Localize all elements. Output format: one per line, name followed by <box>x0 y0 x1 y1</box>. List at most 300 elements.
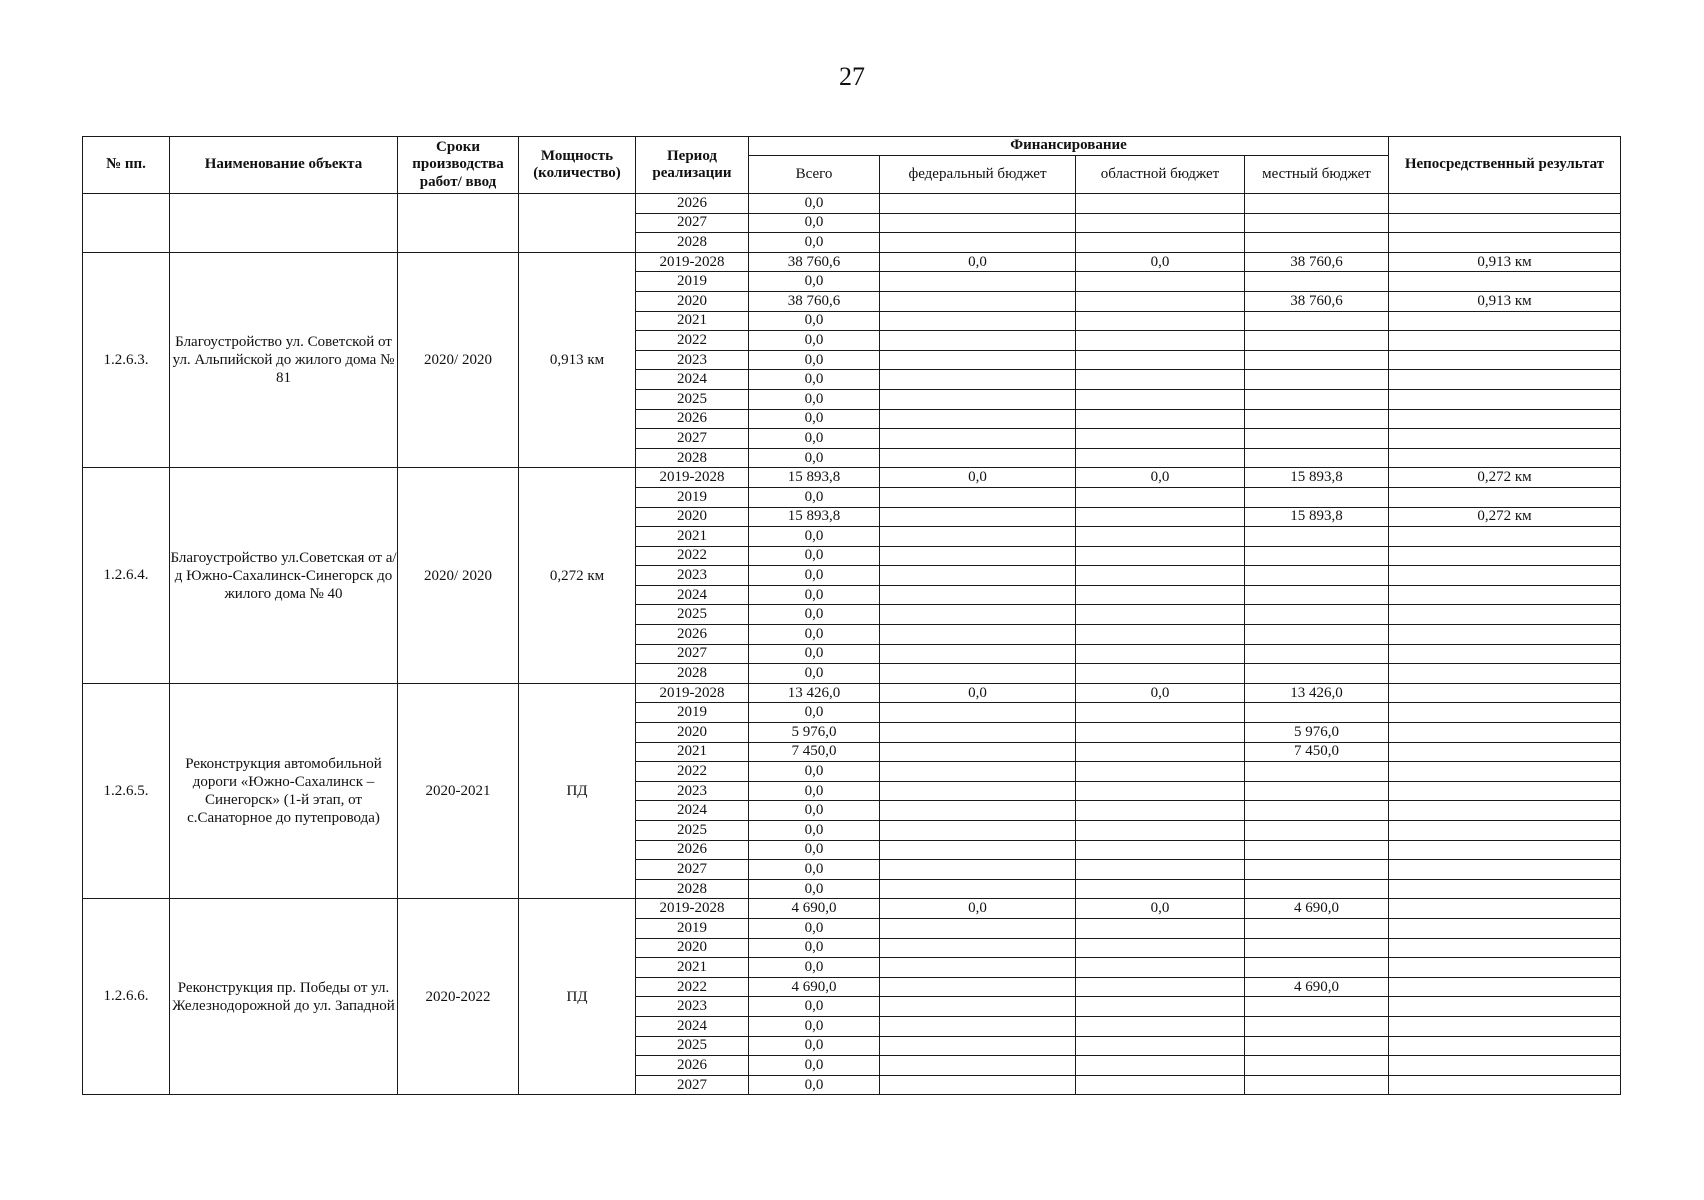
cell-total: 0,0 <box>749 213 880 233</box>
cell-result <box>1389 546 1621 566</box>
page-number: 27 <box>839 62 865 91</box>
cell-period: 2019-2028 <box>636 468 749 488</box>
cell-result <box>1389 1056 1621 1076</box>
cell-federal <box>880 723 1076 743</box>
cell-regional <box>1076 997 1245 1017</box>
cell-total: 0,0 <box>749 233 880 253</box>
cell-period: 2019-2028 <box>636 252 749 272</box>
cell-result <box>1389 762 1621 782</box>
cell-regional <box>1076 389 1245 409</box>
cell-period: 2027 <box>636 1075 749 1095</box>
cell-local: 38 760,6 <box>1245 252 1389 272</box>
cell-period: 2028 <box>636 879 749 899</box>
cell-local <box>1245 1075 1389 1095</box>
cell-federal <box>880 527 1076 547</box>
cell-total: 0,0 <box>749 487 880 507</box>
cell-local <box>1245 762 1389 782</box>
cell-regional <box>1076 291 1245 311</box>
cell-total: 0,0 <box>749 938 880 958</box>
cell-federal <box>880 370 1076 390</box>
cell-local: 15 893,8 <box>1245 507 1389 527</box>
cell-regional <box>1076 213 1245 233</box>
cell-result <box>1389 272 1621 292</box>
cell-period: 2019 <box>636 272 749 292</box>
cell-result <box>1389 1016 1621 1036</box>
cell-total: 13 426,0 <box>749 683 880 703</box>
cell-federal <box>880 860 1076 880</box>
cell-period: 2022 <box>636 546 749 566</box>
cell-total: 15 893,8 <box>749 507 880 527</box>
cell-period: 2025 <box>636 605 749 625</box>
cell-local <box>1245 272 1389 292</box>
cell-total: 0,0 <box>749 801 880 821</box>
cell-period: 2027 <box>636 860 749 880</box>
cell-local: 4 690,0 <box>1245 977 1389 997</box>
cell-total: 0,0 <box>749 194 880 214</box>
cell-regional <box>1076 585 1245 605</box>
cell-period: 2021 <box>636 311 749 331</box>
cell-federal <box>880 389 1076 409</box>
cell-period: 2024 <box>636 1016 749 1036</box>
cell-regional <box>1076 781 1245 801</box>
cell-period: 2028 <box>636 448 749 468</box>
cell-local <box>1245 487 1389 507</box>
header-power: Мощность (количество) <box>519 137 636 194</box>
cell-regional <box>1076 958 1245 978</box>
cell-federal <box>880 233 1076 253</box>
cell-regional <box>1076 605 1245 625</box>
header-regional: областной бюджет <box>1076 156 1245 194</box>
cell-period: 2019 <box>636 703 749 723</box>
object-name: Благоустройство ул. Советской от ул. Альпийской до жилого дома № 81 <box>170 252 398 468</box>
cell-result: 0,913 км <box>1389 291 1621 311</box>
cell-local <box>1245 585 1389 605</box>
cell-total: 0,0 <box>749 958 880 978</box>
cell-period: 2019 <box>636 487 749 507</box>
cell-result: 0,272 км <box>1389 507 1621 527</box>
cell-result <box>1389 194 1621 214</box>
cell-local <box>1245 331 1389 351</box>
cell-regional <box>1076 664 1245 684</box>
cell-result <box>1389 664 1621 684</box>
cell-total: 0,0 <box>749 1016 880 1036</box>
cell-local <box>1245 566 1389 586</box>
object-number: 1.2.6.4. <box>83 468 170 684</box>
cell-period: 2020 <box>636 291 749 311</box>
cell-regional <box>1076 546 1245 566</box>
cell-regional <box>1076 703 1245 723</box>
cell-regional <box>1076 625 1245 645</box>
cell-regional: 0,0 <box>1076 252 1245 272</box>
cell-local <box>1245 448 1389 468</box>
cell-period: 2020 <box>636 723 749 743</box>
cell-total: 0,0 <box>749 409 880 429</box>
cell-result <box>1389 801 1621 821</box>
cell-local: 38 760,6 <box>1245 291 1389 311</box>
work-term: 2020-2022 <box>398 899 519 1095</box>
cell-result <box>1389 331 1621 351</box>
cell-period: 2022 <box>636 762 749 782</box>
cell-period: 2027 <box>636 429 749 449</box>
cell-regional <box>1076 194 1245 214</box>
cell-result <box>1389 781 1621 801</box>
cell-local: 15 893,8 <box>1245 468 1389 488</box>
cell-local <box>1245 801 1389 821</box>
cell-federal <box>880 703 1076 723</box>
header-term: Сроки производства работ/ ввод <box>398 137 519 194</box>
cell-total: 0,0 <box>749 370 880 390</box>
cell-period: 2020 <box>636 938 749 958</box>
cell-total: 38 760,6 <box>749 252 880 272</box>
cell-result <box>1389 311 1621 331</box>
cell-result <box>1389 566 1621 586</box>
cell-local <box>1245 821 1389 841</box>
cell-local <box>1245 879 1389 899</box>
cell-period: 2028 <box>636 233 749 253</box>
table-row <box>83 194 1621 214</box>
cell-total: 0,0 <box>749 821 880 841</box>
cell-federal <box>880 840 1076 860</box>
cell-regional <box>1076 742 1245 762</box>
cell-period: 2025 <box>636 821 749 841</box>
cell-regional <box>1076 272 1245 292</box>
cell-local <box>1245 1036 1389 1056</box>
cell-local <box>1245 1016 1389 1036</box>
cell-total: 0,0 <box>749 664 880 684</box>
table-row <box>83 468 1621 488</box>
cell-local <box>1245 958 1389 978</box>
header-period: Период реализации <box>636 137 749 194</box>
cell-total: 0,0 <box>749 311 880 331</box>
cell-local <box>1245 429 1389 449</box>
cell-total: 7 450,0 <box>749 742 880 762</box>
cell-total: 0,0 <box>749 605 880 625</box>
cell-result: 0,913 км <box>1389 252 1621 272</box>
cell-period: 2019-2028 <box>636 683 749 703</box>
cell-result <box>1389 683 1621 703</box>
cell-local <box>1245 213 1389 233</box>
cell-regional <box>1076 1056 1245 1076</box>
object-number: 1.2.6.6. <box>83 899 170 1095</box>
cell-regional <box>1076 977 1245 997</box>
cell-local <box>1245 664 1389 684</box>
cell-total: 4 690,0 <box>749 977 880 997</box>
cell-result <box>1389 860 1621 880</box>
cell-federal <box>880 664 1076 684</box>
cell-total: 0,0 <box>749 566 880 586</box>
cell-total: 0,0 <box>749 625 880 645</box>
cell-total: 0,0 <box>749 389 880 409</box>
cell-local <box>1245 527 1389 547</box>
cell-period: 2025 <box>636 1036 749 1056</box>
cell-result <box>1389 625 1621 645</box>
cell-local <box>1245 370 1389 390</box>
cell-local <box>1245 546 1389 566</box>
cell-result <box>1389 409 1621 429</box>
cell-total: 0,0 <box>749 997 880 1017</box>
cell-period: 2024 <box>636 585 749 605</box>
work-term <box>398 194 519 253</box>
cell-period: 2021 <box>636 958 749 978</box>
cell-regional: 0,0 <box>1076 468 1245 488</box>
cell-federal <box>880 801 1076 821</box>
cell-federal <box>880 585 1076 605</box>
cell-period: 2022 <box>636 331 749 351</box>
cell-local: 5 976,0 <box>1245 723 1389 743</box>
cell-local <box>1245 938 1389 958</box>
object-name: Реконструкция автомобильной дороги «Южно-Сахалинск – Синегорск» (1-й этап, от с.Санаторное до путепровода) <box>170 683 398 899</box>
cell-period: 2019 <box>636 918 749 938</box>
cell-result <box>1389 233 1621 253</box>
cell-period: 2023 <box>636 781 749 801</box>
cell-period: 2026 <box>636 625 749 645</box>
cell-federal <box>880 409 1076 429</box>
cell-period: 2026 <box>636 194 749 214</box>
cell-regional <box>1076 350 1245 370</box>
cell-total: 0,0 <box>749 546 880 566</box>
cell-result <box>1389 723 1621 743</box>
cell-total: 0,0 <box>749 840 880 860</box>
cell-regional <box>1076 840 1245 860</box>
cell-local <box>1245 605 1389 625</box>
cell-result <box>1389 840 1621 860</box>
cell-period: 2028 <box>636 664 749 684</box>
cell-regional <box>1076 233 1245 253</box>
cell-regional <box>1076 801 1245 821</box>
cell-total: 0,0 <box>749 429 880 449</box>
cell-federal <box>880 762 1076 782</box>
header-federal: федеральный бюджет <box>880 156 1076 194</box>
cell-total: 0,0 <box>749 879 880 899</box>
cell-total: 38 760,6 <box>749 291 880 311</box>
cell-federal <box>880 879 1076 899</box>
cell-period: 2020 <box>636 507 749 527</box>
cell-federal <box>880 958 1076 978</box>
object-number: 1.2.6.3. <box>83 252 170 468</box>
cell-regional <box>1076 860 1245 880</box>
cell-result <box>1389 958 1621 978</box>
cell-total: 0,0 <box>749 448 880 468</box>
cell-federal <box>880 350 1076 370</box>
cell-period: 2021 <box>636 742 749 762</box>
cell-federal <box>880 918 1076 938</box>
header-local: местный бюджет <box>1245 156 1389 194</box>
capacity: 0,913 км <box>519 252 636 468</box>
table-row <box>83 252 1621 272</box>
cell-local <box>1245 409 1389 429</box>
table-row <box>83 899 1621 919</box>
cell-federal <box>880 194 1076 214</box>
cell-result <box>1389 938 1621 958</box>
cell-total: 0,0 <box>749 350 880 370</box>
cell-regional <box>1076 527 1245 547</box>
cell-result: 0,272 км <box>1389 468 1621 488</box>
cell-period: 2023 <box>636 566 749 586</box>
cell-federal <box>880 566 1076 586</box>
cell-federal <box>880 1075 1076 1095</box>
header-num: № пп. <box>83 137 170 194</box>
cell-federal <box>880 272 1076 292</box>
table-body <box>83 194 1621 1095</box>
cell-federal: 0,0 <box>880 683 1076 703</box>
cell-regional <box>1076 507 1245 527</box>
cell-regional <box>1076 1075 1245 1095</box>
cell-total: 5 976,0 <box>749 723 880 743</box>
table-header <box>83 137 1621 194</box>
cell-total: 0,0 <box>749 762 880 782</box>
cell-regional <box>1076 644 1245 664</box>
header-name: Наименование объекта <box>170 137 398 194</box>
header-financing: Финансирование <box>749 137 1389 156</box>
cell-total: 0,0 <box>749 644 880 664</box>
cell-federal <box>880 821 1076 841</box>
cell-federal <box>880 507 1076 527</box>
cell-federal <box>880 291 1076 311</box>
cell-period: 2023 <box>636 350 749 370</box>
cell-federal <box>880 644 1076 664</box>
cell-result <box>1389 1036 1621 1056</box>
object-name: Благоустройство ул.Советская от а/д Южно-Сахалинск-Синегорск до жилого дома № 40 <box>170 468 398 684</box>
cell-result <box>1389 487 1621 507</box>
cell-regional <box>1076 821 1245 841</box>
header-total: Всего <box>749 156 880 194</box>
cell-result <box>1389 350 1621 370</box>
cell-federal <box>880 213 1076 233</box>
cell-federal <box>880 487 1076 507</box>
cell-result <box>1389 899 1621 919</box>
cell-regional: 0,0 <box>1076 899 1245 919</box>
cell-result <box>1389 879 1621 899</box>
cell-federal <box>880 1036 1076 1056</box>
cell-regional <box>1076 1016 1245 1036</box>
cell-result <box>1389 918 1621 938</box>
cell-result <box>1389 429 1621 449</box>
capacity <box>519 194 636 253</box>
cell-local <box>1245 350 1389 370</box>
work-term: 2020/ 2020 <box>398 252 519 468</box>
cell-local: 7 450,0 <box>1245 742 1389 762</box>
cell-local <box>1245 1056 1389 1076</box>
cell-total: 0,0 <box>749 918 880 938</box>
cell-local <box>1245 233 1389 253</box>
cell-regional: 0,0 <box>1076 683 1245 703</box>
cell-federal <box>880 625 1076 645</box>
cell-period: 2027 <box>636 644 749 664</box>
cell-federal <box>880 1056 1076 1076</box>
cell-regional <box>1076 918 1245 938</box>
cell-local <box>1245 311 1389 331</box>
cell-period: 2026 <box>636 409 749 429</box>
cell-result <box>1389 1075 1621 1095</box>
cell-regional <box>1076 1036 1245 1056</box>
cell-period: 2024 <box>636 370 749 390</box>
cell-result <box>1389 585 1621 605</box>
cell-period: 2026 <box>636 1056 749 1076</box>
cell-total: 0,0 <box>749 272 880 292</box>
cell-regional <box>1076 448 1245 468</box>
cell-local <box>1245 625 1389 645</box>
cell-period: 2022 <box>636 977 749 997</box>
cell-regional <box>1076 429 1245 449</box>
table-row <box>83 683 1621 703</box>
cell-local <box>1245 997 1389 1017</box>
cell-result <box>1389 821 1621 841</box>
object-name: Реконструкция пр. Победы от ул. Железнодорожной до ул. Западной <box>170 899 398 1095</box>
cell-result <box>1389 213 1621 233</box>
cell-result <box>1389 448 1621 468</box>
cell-result <box>1389 370 1621 390</box>
cell-regional <box>1076 566 1245 586</box>
cell-regional <box>1076 409 1245 429</box>
cell-regional <box>1076 487 1245 507</box>
cell-local <box>1245 703 1389 723</box>
cell-result <box>1389 977 1621 997</box>
cell-federal <box>880 742 1076 762</box>
cell-total: 0,0 <box>749 1075 880 1095</box>
cell-regional <box>1076 723 1245 743</box>
cell-federal <box>880 546 1076 566</box>
cell-federal: 0,0 <box>880 468 1076 488</box>
cell-period: 2025 <box>636 389 749 409</box>
cell-regional <box>1076 331 1245 351</box>
cell-federal <box>880 977 1076 997</box>
cell-result <box>1389 644 1621 664</box>
cell-federal <box>880 605 1076 625</box>
cell-total: 0,0 <box>749 781 880 801</box>
cell-period: 2026 <box>636 840 749 860</box>
cell-local <box>1245 194 1389 214</box>
header-result: Непосредственный результат <box>1389 137 1621 194</box>
cell-total: 0,0 <box>749 331 880 351</box>
cell-local <box>1245 644 1389 664</box>
cell-local <box>1245 918 1389 938</box>
cell-period: 2027 <box>636 213 749 233</box>
cell-result <box>1389 527 1621 547</box>
cell-federal <box>880 938 1076 958</box>
cell-total: 0,0 <box>749 527 880 547</box>
cell-local <box>1245 781 1389 801</box>
object-name <box>170 194 398 253</box>
cell-federal <box>880 781 1076 801</box>
cell-period: 2021 <box>636 527 749 547</box>
cell-period: 2019-2028 <box>636 899 749 919</box>
cell-total: 0,0 <box>749 1036 880 1056</box>
cell-federal <box>880 997 1076 1017</box>
cell-federal: 0,0 <box>880 252 1076 272</box>
cell-total: 0,0 <box>749 703 880 723</box>
capacity: ПД <box>519 899 636 1095</box>
cell-total: 0,0 <box>749 860 880 880</box>
cell-period: 2023 <box>636 997 749 1017</box>
object-number <box>83 194 170 253</box>
cell-federal <box>880 311 1076 331</box>
cell-local <box>1245 389 1389 409</box>
cell-federal <box>880 429 1076 449</box>
work-term: 2020-2021 <box>398 683 519 899</box>
cell-federal: 0,0 <box>880 899 1076 919</box>
cell-local: 13 426,0 <box>1245 683 1389 703</box>
cell-local: 4 690,0 <box>1245 899 1389 919</box>
cell-local <box>1245 860 1389 880</box>
cell-total: 0,0 <box>749 585 880 605</box>
cell-regional <box>1076 762 1245 782</box>
cell-regional <box>1076 370 1245 390</box>
work-term: 2020/ 2020 <box>398 468 519 684</box>
cell-federal <box>880 448 1076 468</box>
cell-regional <box>1076 311 1245 331</box>
cell-local <box>1245 840 1389 860</box>
cell-regional <box>1076 938 1245 958</box>
